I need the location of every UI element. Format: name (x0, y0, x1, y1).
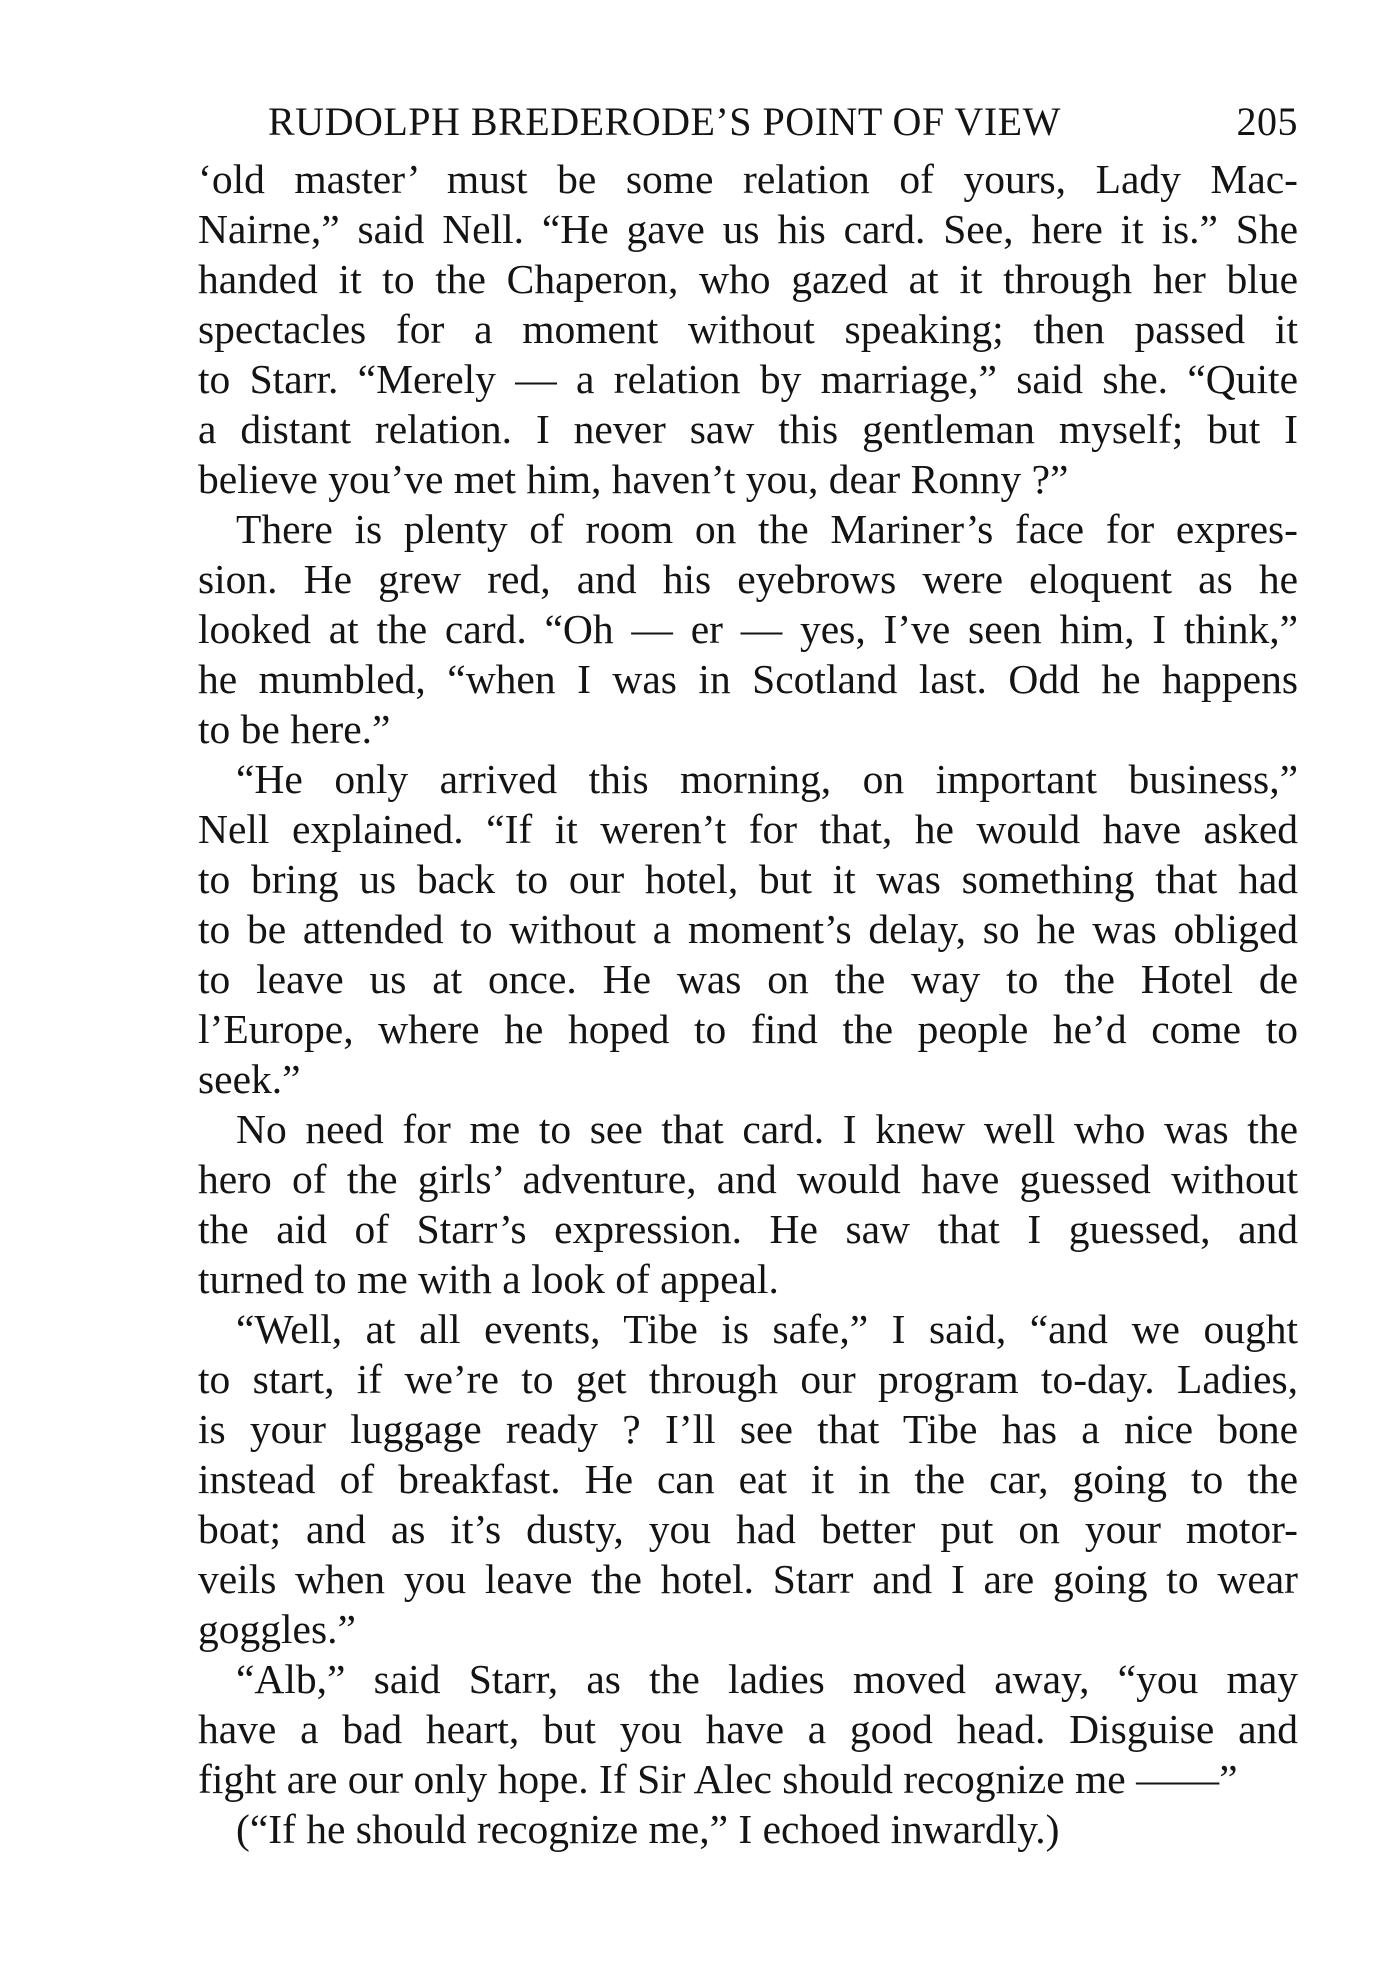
text-line: No need for me to see that card. I knew well who was the (236, 1106, 1298, 1152)
text-line: goggles.” (198, 1606, 356, 1652)
text-line: to start, if we’re to get through our program to-day. Ladies, (198, 1356, 1298, 1402)
text-line: “Well, at all events, Tibe is safe,” I said, “and we ought (236, 1306, 1298, 1352)
text-line: Nell explained. “If it weren’t for that, he would have asked (198, 806, 1298, 852)
text-line: seek.” (198, 1056, 301, 1102)
text-line: sion. He grew red, and his eyebrows were eloquent as he (198, 556, 1298, 602)
text-line: fight are our only hope. If Sir Alec should recognize me ——” (198, 1756, 1238, 1802)
text-line: to be here.” (198, 706, 391, 752)
text-line: l’Europe, where he hoped to find the people he’d come to (198, 1006, 1298, 1052)
text-line: to bring us back to our hotel, but it was something that had (198, 856, 1298, 902)
page-number: 205 (1236, 99, 1298, 144)
text-line: turned to me with a look of appeal. (198, 1256, 779, 1302)
text-line: have a bad heart, but you have a good head. Disguise and (198, 1706, 1298, 1752)
running-title: RUDOLPH BREDERODE’S POINT OF VIEW (268, 99, 1061, 144)
text-line: is your luggage ready ? I’ll see that Tibe has a nice bone (198, 1406, 1298, 1452)
text-line: veils when you leave the hotel. Starr and I are going to wear (198, 1556, 1298, 1602)
text-line: instead of breakfast. He can eat it in the car, going to the (198, 1456, 1298, 1502)
text-line: believe you’ve met him, haven’t you, dear Ronny ?” (198, 456, 1069, 502)
body-text (198, 154, 1298, 1854)
text-line: to Starr. “Merely — a relation by marriage,” said she. “Quite (198, 356, 1298, 402)
text-line: to be attended to without a moment’s delay, so he was obliged (198, 906, 1298, 952)
text-line: handed it to the Chaperon, who gazed at it through her blue (198, 256, 1298, 302)
text-line: “Alb,” said Starr, as the ladies moved away, “you may (236, 1656, 1298, 1702)
text-line: the aid of Starr’s expression. He saw that I guessed, and (198, 1206, 1298, 1252)
text-line: (“If he should recognize me,” I echoed inwardly.) (236, 1806, 1060, 1852)
text-line: boat; and as it’s dusty, you had better put on your motor- (198, 1506, 1298, 1552)
text-line: a distant relation. I never saw this gentleman myself; but I (198, 406, 1298, 452)
text-line: looked at the card. “Oh — er — yes, I’ve seen him, I think,” (198, 606, 1298, 652)
text-line: There is plenty of room on the Mariner’s face for expres- (236, 506, 1298, 552)
running-header (268, 98, 1298, 154)
text-line: spectacles for a moment without speaking; then passed it (198, 306, 1298, 352)
text-line: ‘old master’ must be some relation of yours, Lady Mac- (198, 156, 1298, 202)
text-line: “He only arrived this morning, on important business,” (236, 756, 1298, 802)
text-line: to leave us at once. He was on the way to the Hotel de (198, 956, 1298, 1002)
text-line: he mumbled, “when I was in Scotland last. Odd he happens (198, 656, 1298, 702)
text-line: hero of the girls’ adventure, and would have guessed without (198, 1156, 1298, 1202)
text-line: Nairne,” said Nell. “He gave us his card. See, here it is.” She (198, 206, 1298, 252)
